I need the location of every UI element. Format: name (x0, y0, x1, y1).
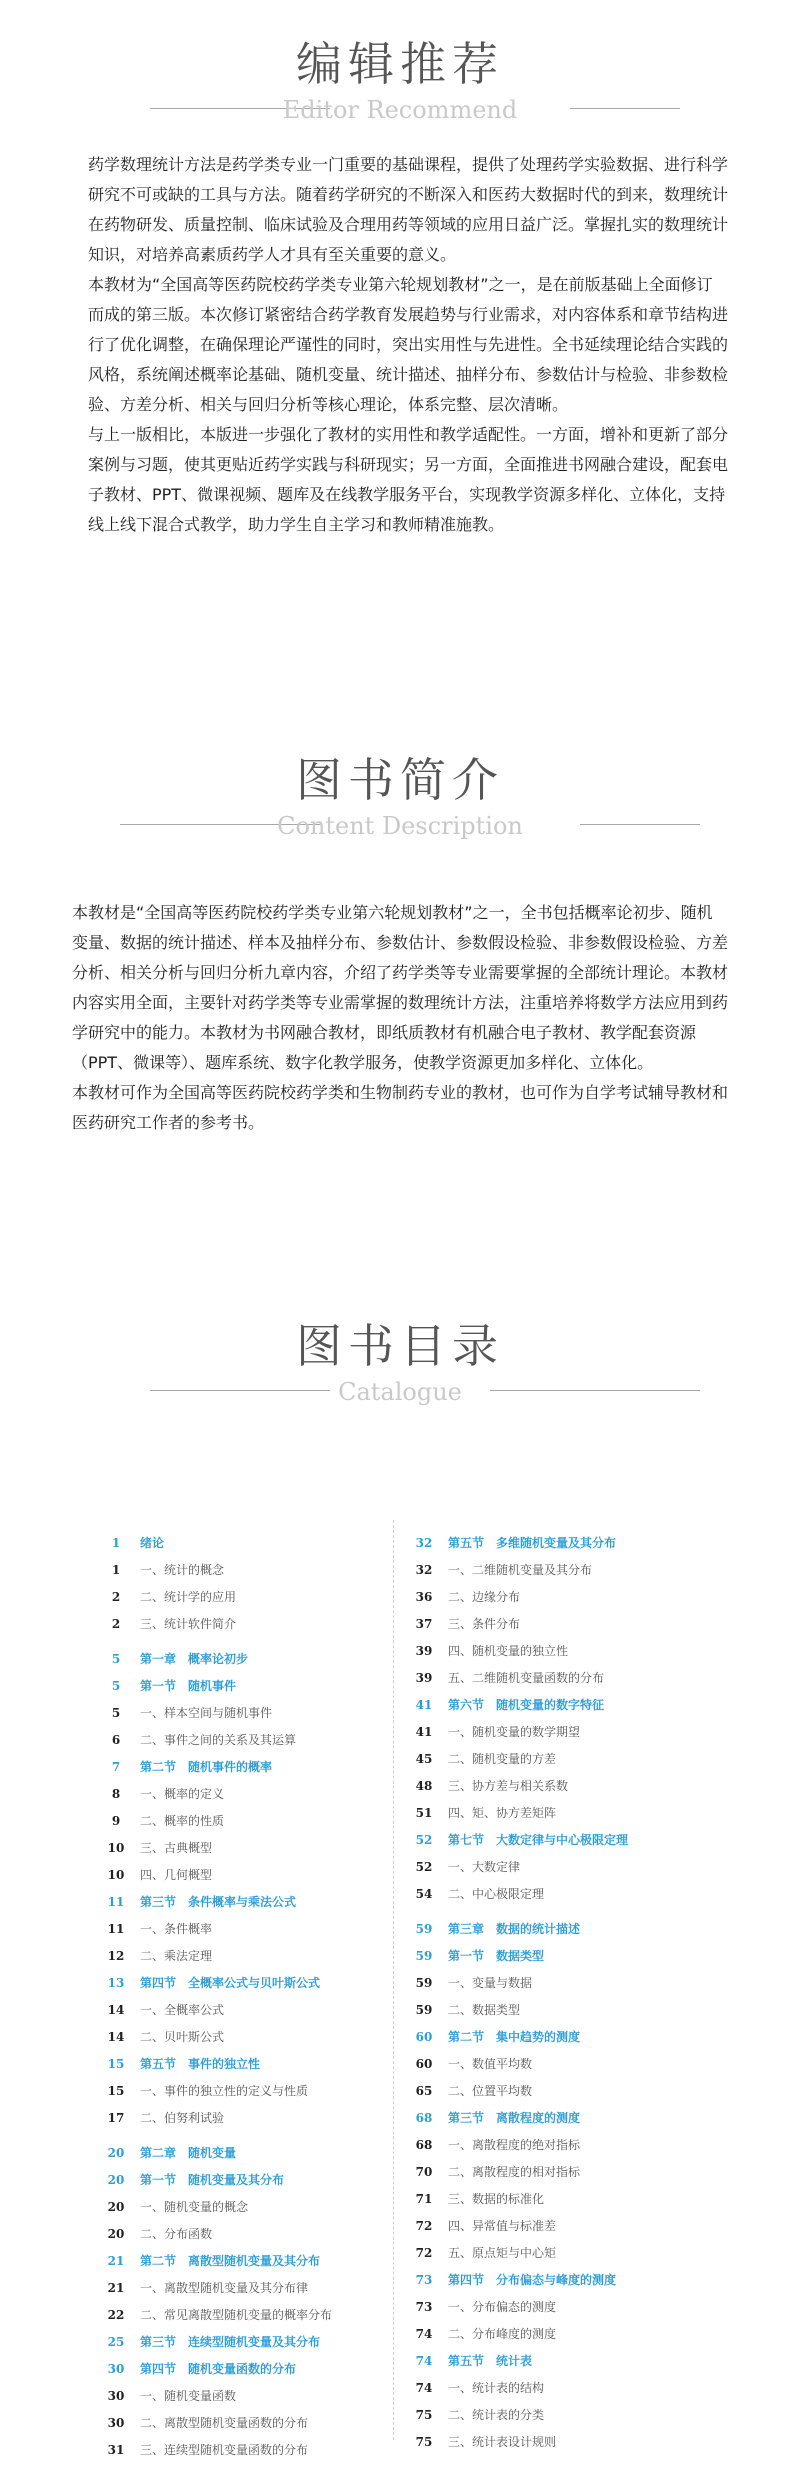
catalogue-item (404, 1638, 734, 1665)
catalogue-item (404, 1773, 734, 1800)
content-description-subtitle: Content Description (277, 812, 523, 840)
page-number: 75 (415, 2408, 433, 2422)
catalogue-heading (96, 2051, 426, 2078)
catalogue-item (96, 1781, 426, 1808)
entry-title: 二、乘法定理 (140, 1949, 213, 1963)
entry-title: 一、随机变量的概念 (140, 2200, 249, 2214)
page-number: 71 (415, 2192, 433, 2206)
page-number: 32 (415, 1563, 433, 1577)
catalogue-item (404, 1611, 734, 1638)
catalogue-item (96, 1727, 426, 1754)
page-number: 15 (107, 2084, 125, 2098)
page-number: 13 (107, 1976, 125, 1990)
entry-title: 四、随机变量的独立性 (448, 1644, 569, 1658)
entry-title: 二、随机变量的方差 (448, 1752, 557, 1766)
catalogue-item (96, 1997, 426, 2024)
page-number: 8 (111, 1787, 121, 1801)
entry-title: 二、位置平均数 (448, 2084, 533, 2098)
page-number: 15 (107, 2057, 125, 2071)
page-number: 74 (415, 2354, 433, 2368)
page-number: 9 (111, 1814, 121, 1828)
page-number: 31 (107, 2443, 125, 2457)
catalogue-right-column (404, 1530, 734, 2456)
catalogue-heading (96, 2167, 426, 2194)
entry-title: 第五节 多维随机变量及其分布 (448, 1536, 617, 1550)
divider-line-right (580, 824, 700, 825)
catalogue-heading (404, 1943, 734, 1970)
entry-title: 一、事件的独立性的定义与性质 (140, 2084, 309, 2098)
page-number: 72 (415, 2219, 433, 2233)
catalogue-heading (96, 1889, 426, 1916)
content-description-title: 图书简介 (296, 753, 504, 807)
catalogue-item (404, 1557, 734, 1584)
catalogue-item (404, 2429, 734, 2456)
catalogue-subtitle: Catalogue (338, 1378, 462, 1406)
catalogue-left-column (96, 1530, 426, 2464)
entry-title: 绪论 (140, 1536, 165, 1550)
entry-title: 第三节 条件概率与乘法公式 (140, 1895, 297, 1909)
page-number: 48 (415, 1779, 433, 1793)
page-number: 14 (107, 2003, 125, 2017)
entry-title: 二、离散型随机变量函数的分布 (140, 2416, 309, 2430)
page-number: 11 (107, 1922, 125, 1936)
page-number: 65 (415, 2084, 433, 2098)
catalogue-heading (96, 1646, 426, 1673)
catalogue-item (96, 2383, 426, 2410)
catalogue-item (96, 2410, 426, 2437)
entry-title: 第四节 全概率公式与贝叶斯公式 (140, 1976, 321, 1990)
catalogue-item (96, 1916, 426, 1943)
entry-title: 第四节 分布偏态与峰度的测度 (448, 2273, 617, 2287)
page-number: 70 (415, 2165, 433, 2179)
page-number: 60 (415, 2057, 433, 2071)
page-number: 74 (415, 2327, 433, 2341)
catalogue-heading (404, 1692, 734, 1719)
catalogue-item (96, 2437, 426, 2464)
entry-title: 二、中心极限定理 (448, 1887, 545, 1901)
catalogue-item (96, 2105, 426, 2132)
entry-title: 三、连续型随机变量函数的分布 (140, 2443, 309, 2457)
entry-title: 第一章 概率论初步 (140, 1652, 249, 1666)
catalogue-item (96, 2275, 426, 2302)
page-number: 21 (107, 2281, 125, 2295)
catalogue-item (404, 2159, 734, 2186)
catalogue-item (96, 1611, 426, 1638)
catalogue-item (404, 1719, 734, 1746)
catalogue-heading (404, 1827, 734, 1854)
catalogue-item (404, 1997, 734, 2024)
entry-title: 三、协方差与相关系数 (448, 1779, 569, 1793)
entry-title: 第五节 事件的独立性 (140, 2057, 261, 2071)
page-number: 54 (415, 1887, 433, 1901)
page-number: 52 (415, 1833, 433, 1847)
catalogue-heading (404, 2267, 734, 2294)
entry-title: 一、离散型随机变量及其分布律 (140, 2281, 309, 2295)
page-number: 20 (107, 2200, 125, 2214)
entry-title: 第四节 随机变量函数的分布 (140, 2362, 297, 2376)
page-number: 20 (107, 2173, 125, 2187)
page-number: 21 (107, 2254, 125, 2268)
page-number: 10 (107, 1841, 125, 1855)
page-number: 30 (107, 2362, 125, 2376)
page-number: 39 (415, 1671, 433, 1685)
entry-title: 第六节 随机变量的数字特征 (448, 1698, 605, 1712)
catalogue-column-divider (393, 1520, 394, 2440)
catalogue-heading (404, 2105, 734, 2132)
entry-title: 一、离散程度的绝对指标 (448, 2138, 581, 2152)
catalogue-item (404, 2294, 734, 2321)
editor-recommend-body (88, 150, 728, 540)
catalogue-item (96, 1700, 426, 1727)
entry-title: 第三节 连续型随机变量及其分布 (140, 2335, 321, 2349)
page-number: 30 (107, 2389, 125, 2403)
entry-title: 第三节 离散程度的测度 (448, 2111, 581, 2125)
catalogue-item (404, 2240, 734, 2267)
catalogue-item (404, 1800, 734, 1827)
entry-title: 二、统计学的应用 (140, 1590, 237, 1604)
entry-title: 三、统计表设计规则 (448, 2435, 557, 2449)
divider-line-right (490, 1390, 700, 1391)
page-number: 74 (415, 2381, 433, 2395)
entry-title: 二、概率的性质 (140, 1814, 225, 1828)
catalogue-item (404, 1854, 734, 1881)
page-number: 12 (107, 1949, 125, 1963)
entry-title: 四、矩、协方差矩阵 (448, 1806, 557, 1820)
catalogue-item (96, 1862, 426, 1889)
entry-title: 二、数据类型 (448, 2003, 521, 2017)
page-number: 39 (415, 1644, 433, 1658)
content-description-header (0, 752, 800, 842)
catalogue-item (404, 2375, 734, 2402)
paragraph: 本教材可作为全国高等医药院校药学类和生物制药专业的教材，也可作为自学考试辅导教材和医药研究工作者的参考书。 (72, 1083, 729, 1132)
entry-title: 第二节 离散型随机变量及其分布 (140, 2254, 321, 2268)
catalogue-heading (404, 1916, 734, 1943)
page-number: 1 (111, 1563, 121, 1577)
entry-title: 第五节 统计表 (448, 2354, 533, 2368)
catalogue-item (404, 1970, 734, 1997)
catalogue-heading (96, 2140, 426, 2167)
entry-title: 三、条件分布 (448, 1617, 521, 1631)
page-number: 45 (415, 1752, 433, 1766)
page-number: 10 (107, 1868, 125, 1882)
entry-title: 一、数值平均数 (448, 2057, 533, 2071)
entry-title: 一、变量与数据 (448, 1976, 533, 1990)
catalogue-item (404, 2132, 734, 2159)
catalogue-item (96, 1584, 426, 1611)
entry-title: 五、原点矩与中心矩 (448, 2246, 557, 2260)
catalogue-item (404, 2321, 734, 2348)
page-number: 72 (415, 2246, 433, 2260)
entry-title: 第七节 大数定律与中心极限定理 (448, 1833, 629, 1847)
catalogue-item (96, 1943, 426, 1970)
catalogue-item (96, 2221, 426, 2248)
catalogue-header (0, 1318, 800, 1408)
entry-title: 三、数据的标准化 (448, 2192, 545, 2206)
catalogue-heading (404, 2024, 734, 2051)
catalogue-item (404, 1584, 734, 1611)
page-number: 20 (107, 2146, 125, 2160)
entry-title: 第二节 随机事件的概率 (140, 1760, 273, 1774)
page-number: 41 (415, 1725, 433, 1739)
page-number: 41 (415, 1698, 433, 1712)
entry-title: 第一节 随机事件 (140, 1679, 237, 1693)
catalogue-item (96, 2024, 426, 2051)
entry-title: 三、统计软件简介 (140, 1617, 237, 1631)
catalogue-heading (96, 2329, 426, 2356)
page-number: 36 (415, 1590, 433, 1604)
entry-title: 第一节 随机变量及其分布 (140, 2173, 285, 2187)
page-number: 5 (111, 1679, 121, 1693)
catalogue-heading (404, 2348, 734, 2375)
paragraph: 与上一版相比，本版进一步强化了教材的实用性和教学适配性。一方面，增补和更新了部分案例与习题，使其更贴近药学实践与科研现实；另一方面，全面推进书网融合建设，配套电子教材、PPT、微课视频、题库及在线教学服务平台，实现教学资源多样化、立体化，支持线上线下混合式教学，助力学生自主学习和教师精准施教。 (88, 425, 729, 534)
page-number: 59 (415, 1922, 433, 1936)
paragraph: 本教材是“全国高等医药院校药学类专业第六轮规划教材”之一，全书包括概率论初步、随机变量、数据的统计描述、样本及抽样分布、参数估计、参数假设检验、非参数假设检验、方差分析、相关分析与回归分析九章内容，介绍了药学类等专业需要掌握的全部统计理论。本教材内容实用全面，主要针对药学类等专业需掌握的数理统计方法，注重培养将数学方法应用到药学研究中的能力。本教材为书网融合教材，即纸质教材有机融合电子教材、教学配套资源（PPT、微课等）、题库系统、数字化教学服务，使教学资源更加多样化、立体化。 (72, 903, 729, 1072)
entry-title: 一、大数定律 (448, 1860, 521, 1874)
page-number: 59 (415, 1976, 433, 1990)
paragraph: 药学数理统计方法是药学类专业一门重要的基础课程，提供了处理药学实验数据、进行科学研究不可或缺的工具与方法。随着药学研究的不断深入和医药大数据时代的到来，数理统计在药物研发、质量控制、临床试验及合理用药等领域的应用日益广泛。掌握扎实的数理统计知识，对培养高素质药学人才具有至关重要的意义。 (88, 155, 729, 264)
catalogue-item (404, 1746, 734, 1773)
page-number: 17 (107, 2111, 125, 2125)
entry-title: 一、统计的概念 (140, 1563, 225, 1577)
page-number: 11 (107, 1895, 125, 1909)
page-number: 20 (107, 2227, 125, 2241)
page-number: 5 (111, 1706, 121, 1720)
entry-title: 一、分布偏态的测度 (448, 2300, 557, 2314)
entry-title: 一、随机变量的数学期望 (448, 1725, 581, 1739)
entry-title: 二、边缘分布 (448, 1590, 521, 1604)
catalogue-heading (96, 2356, 426, 2383)
page-number: 51 (415, 1806, 433, 1820)
catalogue-item (404, 2186, 734, 2213)
entry-title: 二、贝叶斯公式 (140, 2030, 225, 2044)
page-number: 2 (111, 1617, 121, 1631)
editor-recommend-subtitle: Editor Recommend (282, 96, 518, 124)
page-number: 68 (415, 2138, 433, 2152)
entry-title: 一、概率的定义 (140, 1787, 225, 1801)
catalogue-item (96, 2078, 426, 2105)
catalogue-title: 图书目录 (296, 1319, 504, 1373)
page-number: 59 (415, 2003, 433, 2017)
catalogue-item (96, 1835, 426, 1862)
page-number: 52 (415, 1860, 433, 1874)
catalogue-item (404, 2402, 734, 2429)
page-number: 5 (111, 1652, 121, 1666)
entry-title: 二、事件之间的关系及其运算 (140, 1733, 297, 1747)
entry-title: 五、二维随机变量函数的分布 (448, 1671, 605, 1685)
catalogue-item (404, 1881, 734, 1908)
entry-title: 一、条件概率 (140, 1922, 213, 1936)
page-number: 60 (415, 2030, 433, 2044)
entry-title: 第二章 随机变量 (140, 2146, 237, 2160)
content-description-body (72, 898, 728, 1138)
catalogue-item (96, 2302, 426, 2329)
page-number: 30 (107, 2416, 125, 2430)
catalogue-heading (96, 1530, 426, 1557)
catalogue-item (96, 1557, 426, 1584)
catalogue-heading (96, 1754, 426, 1781)
entry-title: 四、几何概型 (140, 1868, 213, 1882)
entry-title: 一、随机变量函数 (140, 2389, 237, 2403)
entry-title: 二、分布函数 (140, 2227, 213, 2241)
catalogue-heading (96, 2248, 426, 2275)
catalogue-item (404, 2078, 734, 2105)
editor-recommend-header (0, 36, 800, 126)
catalogue-heading (404, 1530, 734, 1557)
entry-title: 三、古典概型 (140, 1841, 213, 1855)
entry-title: 四、异常值与标准差 (448, 2219, 557, 2233)
entry-title: 第三章 数据的统计描述 (448, 1922, 581, 1936)
divider-line-right (570, 108, 680, 109)
page-number: 73 (415, 2273, 433, 2287)
catalogue-item (96, 1808, 426, 1835)
catalogue-item (404, 2051, 734, 2078)
page-number: 25 (107, 2335, 125, 2349)
page-number: 22 (107, 2308, 125, 2322)
page-number: 68 (415, 2111, 433, 2125)
entry-title: 一、全概率公式 (140, 2003, 225, 2017)
entry-title: 二、统计表的分类 (448, 2408, 545, 2422)
entry-title: 一、样本空间与随机事件 (140, 1706, 273, 1720)
entry-title: 第一节 数据类型 (448, 1949, 545, 1963)
catalogue-item (404, 1665, 734, 1692)
catalogue-heading (96, 1673, 426, 1700)
entry-title: 二、离散程度的相对指标 (448, 2165, 581, 2179)
page-number: 6 (111, 1733, 121, 1747)
entry-title: 二、伯努利试验 (140, 2111, 225, 2125)
page-number: 32 (415, 1536, 433, 1550)
page-number: 14 (107, 2030, 125, 2044)
page-number: 75 (415, 2435, 433, 2449)
entry-title: 二、常见离散型随机变量的概率分布 (140, 2308, 333, 2322)
page-number: 7 (111, 1760, 121, 1774)
page-number: 37 (415, 1617, 433, 1631)
entry-title: 二、分布峰度的测度 (448, 2327, 557, 2341)
page-number: 1 (111, 1536, 121, 1550)
entry-title: 一、统计表的结构 (448, 2381, 545, 2395)
page-number: 73 (415, 2300, 433, 2314)
catalogue-heading (96, 1970, 426, 1997)
editor-recommend-title: 编辑推荐 (296, 37, 504, 91)
catalogue-item (96, 2194, 426, 2221)
entry-title: 第二节 集中趋势的测度 (448, 2030, 581, 2044)
paragraph: 本教材为“全国高等医药院校药学类专业第六轮规划教材”之一，是在前版基础上全面修订而成的第三版。本次修订紧密结合药学教育发展趋势与行业需求，对内容体系和章节结构进行了优化调整，在确保理论严谨性的同时，突出实用性与先进性。全书延续理论结合实践的风格，系统阐述概率论基础、随机变量、统计描述、抽样分布、参数估计与检验、非参数检验、方差分析、相关与回归分析等核心理论，体系完整、层次清晰。 (88, 275, 729, 414)
entry-title: 一、二维随机变量及其分布 (448, 1563, 593, 1577)
page-number: 2 (111, 1590, 121, 1604)
catalogue-item (404, 2213, 734, 2240)
page-number: 59 (415, 1949, 433, 1963)
